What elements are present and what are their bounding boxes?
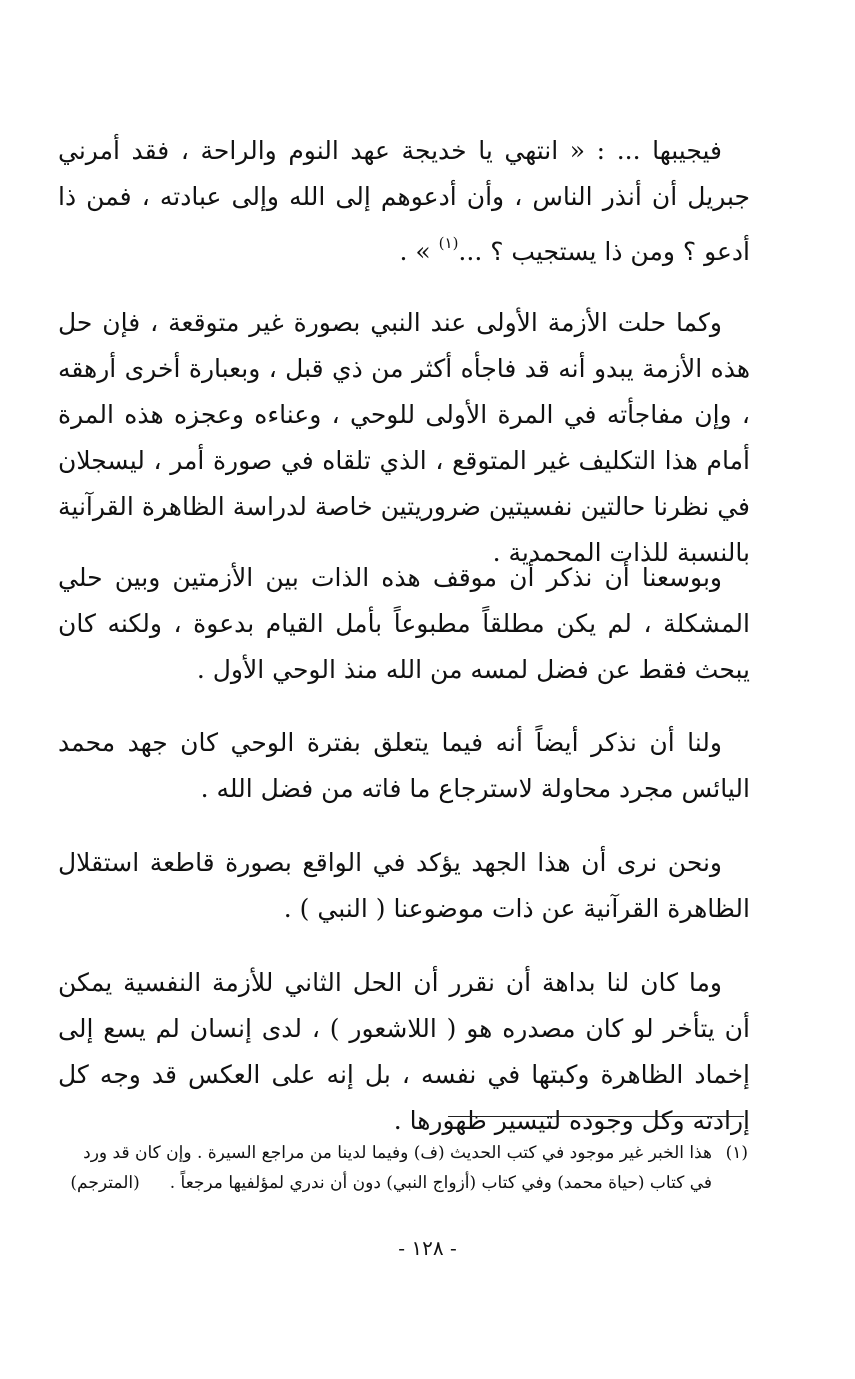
paragraph-3: وبوسعنا أن نذكر أن موقف هذه الذات بين الأزمتين وبين حلي المشكلة ، لم يكن مطلقاً مطبوعاً بأمل القيام بدعوة ، ولكنه كان يبحث فقط عن فضل لمسه من الله منذ الوحي الأول . (58, 563, 750, 684)
paragraph-6: وما كان لنا بداهة أن نقرر أن الحل الثاني للأزمة النفسية يمكن أن يتأخر لو كان مصدره هو ( اللاشعور ) ، لدى إنسان لم يسع إلى إخماد الظاهرة وكبتها في نفسه ، بل إنه على العكس قد وجه كل إرادته وكل وجوده لتيسير ظهورها . (58, 968, 750, 1135)
footnote-divider (448, 1116, 744, 1117)
footnote-line-2 (30, 1168, 748, 1198)
translator-note: (المترجم) (70, 1173, 140, 1193)
paragraph-5: ونحن نرى أن هذا الجهد يؤكد في الواقع بصورة قاطعة استقلال الظاهرة القرآنية عن ذات موضوعنا ( النبي ) . (58, 848, 750, 923)
footnote (30, 1138, 748, 1198)
paragraph-1 (58, 128, 750, 275)
footnote-number: (١) (725, 1143, 748, 1163)
footnote-line-1 (30, 1138, 748, 1168)
paragraph-1-text: فيجيبها ... : « انتهي يا خديجة عهد النوم والراحة ، فقد أمرني جبريل أن أنذر الناس ، وأن أدعوهم إلى الله وإلى عبادته ، فمن ذا أدعو ؟ ومن ذا يستجيب ؟ ... (58, 136, 750, 266)
footnote-line-2-text: في كتاب (حياة محمد) وفي كتاب (أزواج النبي) دون أن ندري لمؤلفيها مرجعاً . (169, 1173, 712, 1193)
footnote-reference: (١) (438, 234, 459, 252)
paragraph-1-tail: » . (399, 237, 431, 266)
footnote-line-1-text: هذا الخبر غير موجود في كتب الحديث (ف) وفيما لدينا من مراجع السيرة . وإن كان قد ورد (83, 1143, 712, 1163)
paragraph-4: ولنا أن نذكر أيضاً أنه فيما يتعلق بفترة الوحي كان جهد محمد اليائس مجرد محاولة لاسترجاع ما فاته من فضل الله . (58, 728, 750, 803)
page-number: - ١٢٨ - (398, 1236, 457, 1260)
paragraph-2: وكما حلت الأزمة الأولى عند النبي بصورة غير متوقعة ، فإن حل هذه الأزمة يبدو أنه قد فاجأه أكثر من ذي قبل ، وبعبارة أخرى أرهقه ، وإن مفاجأته في المرة الأولى للوحي ، وعناءه وعجزه هذه المرة أمام هذا التكليف غير المتوقع ، الذي تلقاه في صورة أمر ، ليسجلان في نظرنا حالتين نفسيتين ضروريتين خاصة لدراسة الظاهرة القرآنية بالنسبة للذات المحمدية . (58, 308, 750, 567)
